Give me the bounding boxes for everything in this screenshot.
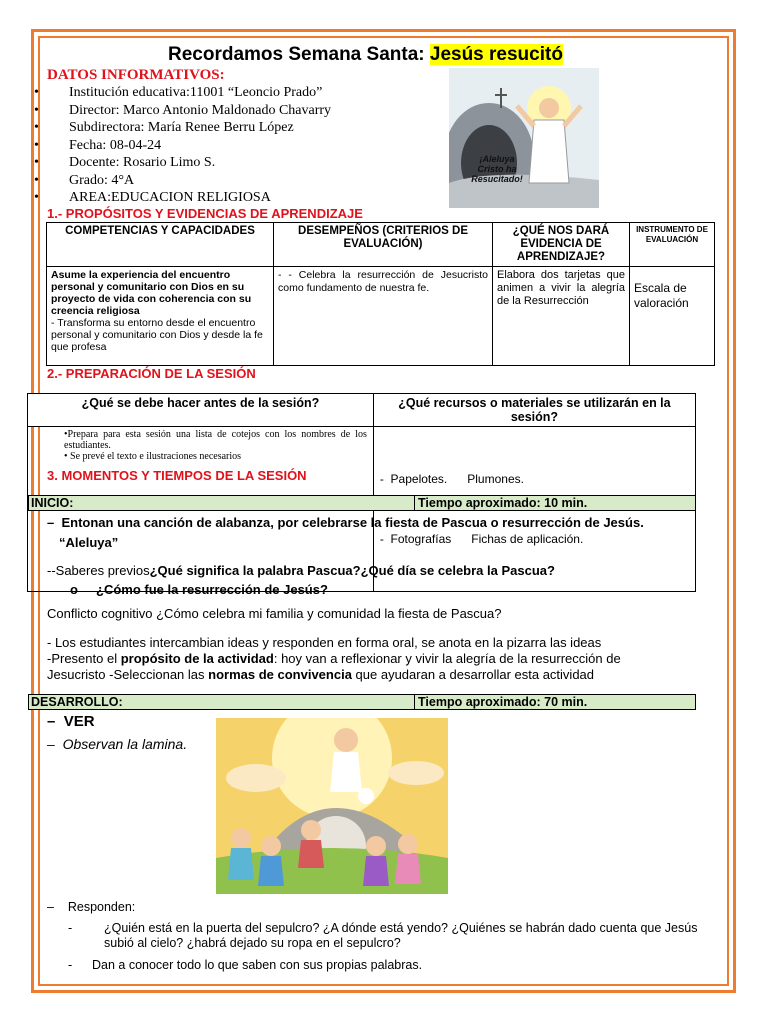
image-caption-line: Resucitado!	[471, 174, 523, 184]
inicio-bar	[28, 495, 696, 511]
instrumento-cell: Escala de valoración	[630, 267, 715, 366]
ver-heading: – VER	[47, 713, 95, 730]
inicio-time: Tiempo aproximado: 10 min.	[414, 496, 587, 510]
info-item: • Subdirectora: María Renee Berru López	[30, 119, 331, 137]
info-item: • Grado: 4°A	[30, 172, 331, 190]
info-list	[30, 84, 331, 207]
inicio-aleluya: “Aleluya”	[59, 535, 119, 550]
evidencia-cell: Elabora dos tarjetas que animen a vivir la alegría de la Resurrección	[493, 267, 630, 366]
col-header: ¿Qué se debe hacer antes de la sesión?	[28, 394, 374, 427]
info-item: • AREA:EDUCACION RELIGIOSA	[30, 189, 331, 207]
competencia-cell	[47, 267, 274, 366]
observan-text: Observan la lamina.	[62, 736, 188, 752]
col-header: INSTRUMENTO DE EVALUACIÓN	[630, 223, 715, 267]
section-2-heading: 2.- PREPARACIÓN DE LA SESIÓN	[47, 366, 256, 381]
conflicto-cognitivo: Conflicto cognitivo ¿Cómo celebra mi familia y comunidad la fiesta de Pascua?	[47, 606, 502, 621]
responden-line: – Responden:	[47, 900, 136, 914]
section-1-heading: 1.- PROPÓSITOS Y EVIDENCIAS DE APRENDIZAJE	[47, 206, 363, 221]
col-header: DESEMPEÑOS (CRITERIOS DE EVALUACIÓN)	[274, 223, 493, 267]
desarrollo-time: Tiempo aproximado: 70 min.	[414, 695, 587, 709]
observan-line: – Observan la lamina.	[47, 736, 188, 752]
image-caption-line: ¡Aleluya	[479, 154, 515, 164]
col-header: ¿QUÉ NOS DARÁ EVIDENCIA DE APRENDIZAJE?	[493, 223, 630, 267]
datos-heading: DATOS INFORMATIVOS:	[47, 67, 225, 83]
ver-text: VER	[63, 713, 95, 730]
question-text: ¿Cómo fue la resurrección de Jesús?	[96, 582, 328, 597]
recurso-item: - Papelotes. Plumones.	[379, 472, 524, 486]
paragraph-line: -Presento el propósito de la actividad: hoy van a reflexionar y vivir la alegría de la resurrección de	[47, 651, 621, 666]
inicio-line-1: – Entonan una canción de alabanza, por celebrarse la fiesta de Pascua o resurrección de Jesús.	[47, 515, 644, 530]
inicio-label: INICIO:	[31, 496, 74, 510]
responden-text: Responden:	[67, 900, 136, 914]
paragraph-line: Jesucristo -Seleccionan las normas de convivencia que ayudaran a desarrollar esta actividad	[47, 667, 595, 682]
inicio-text: Entonan una canción de alabanza, por celebrarse la fiesta de Pascua o resurrección de Jesús.	[61, 515, 644, 530]
image-caption-line: Cristo ha	[477, 164, 517, 174]
page-title: Recordamos Semana Santa: Jesús resucitó	[168, 44, 563, 65]
section-3-heading: 3. MOMENTOS Y TIEMPOS DE LA SESIÓN	[47, 468, 307, 483]
saberes-previos	[47, 563, 555, 578]
info-item: • Director: Marco Antonio Maldonado Chavarry	[30, 102, 331, 120]
paragraph-line: - Los estudiantes intercambian ideas y responden en forma oral, se anota en la pizarra las ideas	[47, 635, 602, 650]
info-item: • Fecha: 08-04-24	[30, 137, 331, 155]
col-header: COMPETENCIAS Y CAPACIDADES	[47, 223, 274, 267]
inicio-paragraph	[47, 635, 707, 683]
desarrollo-label: DESARROLLO:	[31, 695, 123, 709]
col-header: ¿Qué recursos o materiales se utilizarán en la sesión?	[373, 394, 695, 427]
inicio-question-2: o ¿Cómo fue la resurrección de Jesús?	[70, 582, 328, 597]
saberes-question: ¿Qué significa la palabra Pascua?¿Qué día se celebra la Pascua?	[149, 563, 555, 578]
resurrection-illustration	[449, 68, 599, 208]
info-item: • Docente: Rosario Limo S.	[30, 154, 331, 172]
antes-item: •Prepara para esta sesión una lista de cotejos con los nombres de los estudiantes.	[64, 429, 367, 451]
capacidad-text: - Transforma su entorno desde el encuentro personal y comunitario con Dios y desde la fe que profesa	[51, 317, 263, 353]
easter-illustration	[216, 718, 448, 894]
question-item: - ¿Quién está en la puerta del sepulcro? ¿A dónde está yendo? ¿Quiénes se habrán dado cuenta que Jesús subió al cielo? ¿habrá dejado su ropa en el sepulcro?	[68, 921, 723, 951]
competencia-text: Asume la experiencia del encuentro personal y comunitario con Dios en su proyecto de vida con coherencia con su creencia religiosa	[51, 269, 252, 317]
question-text: Dan a conocer todo lo que saben con sus propias palabras.	[92, 958, 423, 972]
question-item: - Dan a conocer todo lo que saben con sus propias palabras.	[68, 958, 723, 972]
question-text: ¿Quién está en la puerta del sepulcro? ¿A dónde está yendo? ¿Quiénes se habrán dado cuenta que Jesús subió al cielo? ¿habrá dejado su ropa en el sepulcro?	[104, 921, 698, 950]
recurso-item: - Fotografías Fichas de aplicación.	[379, 532, 584, 546]
desarrollo-bar	[28, 694, 696, 710]
antes-item: • Se prevé el texto e ilustraciones necesarios	[64, 451, 242, 462]
info-item: • Institución educativa:11001 “Leoncio Prado”	[30, 84, 331, 102]
desempeno-cell: - - Celebra la resurrección de Jesucristo como fundamento de nuestra fe.	[274, 267, 493, 366]
purposes-table	[46, 222, 715, 366]
saberes-label: --Saberes previos	[47, 563, 150, 578]
